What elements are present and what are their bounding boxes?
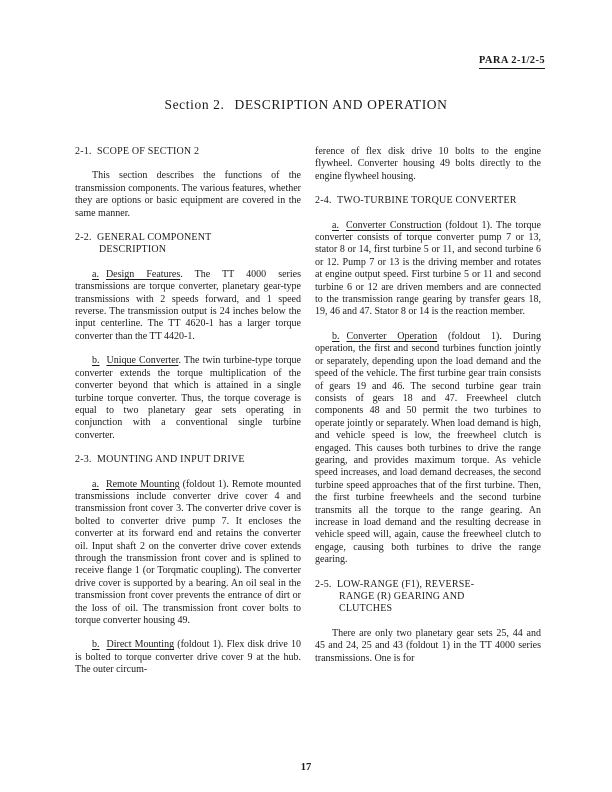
para-text: (foldout 1). The torque converter consists of torque converter pump 7 or 13, stator 8 or 14, first turbine 5 or 11, and second turbine 6 or 12. Pump 7 or 13 is the driving member and rotates at engine output speed. First turbine 5 or 11 and second turbine 6 or 12 are driven members and are connected to the transmission range gearing by transfer gears 18, 19, 46 and 47. Stator 8 or 14 is the reaction member. <box>315 219 541 318</box>
heading-line: RANGE (R) GEARING AND <box>339 591 465 602</box>
section-title <box>0 97 612 113</box>
para-text: . The TT 4000 series transmissions are torque converter, planetary gear-type transmissions with 2 speeds forward, and 1 speed reverse. The transmission output is 24 inches below the input centerline. The TT 4620-1 has a larger torque converter than the TT 4420-1. <box>75 268 301 342</box>
section-name: DESCRIPTION AND OPERATION <box>234 97 448 112</box>
para-letter: b. <box>92 355 100 367</box>
para-direct-mounting-continued: ference of flex disk drive 10 bolts to the engine flywheel. Converter housing 49 bolts directly to the engine flywheel housing. <box>315 146 541 182</box>
heading-2-2 <box>75 232 301 257</box>
heading-line: CLUTCHES <box>339 603 393 615</box>
heading-line: 2-2. GENERAL COMPONENT <box>75 232 212 244</box>
para-text: (foldout 1). During operation, the first and second turbines function jointly or separately, depending upon the load demand and the speed of the vehicle. The first turbine gear train consists of gears 19 and 46. The second turbine gear train consists of gears 18 and 47. Freewheel clutch components 48 and 50 permit the two turbines to operate jointly or separately. When load demand is high, and vehicle speed is low, the freewheel clutch is engaged. This causes both turbines to drive the range gearing, and provides maximum torque. As vehicle speed increases, and load demand decreases, the second turbine speed approaches that of the first turbine. Then, the first turbine freewheels and the second turbine transmits all the torque to the range gearing. An increase in load demand and the resulting decrease in vehicle speed will, again, cause the freewheel clutch to engage, causing both turbines to drive the range gearing. <box>315 330 541 566</box>
para-gear-sets: There are only two planetary gear sets 25, 44 and 45 and 24, 25 and 43 (foldout 1) in the TT 4000 series transmissions. One is for <box>315 627 541 664</box>
para-lead: Unique Converter <box>106 355 179 367</box>
para-reference-label: PARA 2-1/2-5 <box>479 55 545 69</box>
heading-line: 2-5. LOW-RANGE (F1), REVERSE- <box>315 578 475 590</box>
para-scope: This section describes the functions of the transmission components. The various features, whether they are options or basic equipment are covered in the same manner. <box>75 170 301 219</box>
para-letter: b. <box>92 639 100 651</box>
para-lead: Converter Operation <box>346 330 438 342</box>
para-text: (foldout 1). Remote mounted transmissions include converter drive cover 4 and transmission front cover 3. The converter drive cover is bolted to converter drive pump 7. It encloses the converter at its forward end and retains the converter oil. Input shaft 2 on the converter drive cover extends through the transmission front cover and is splined to receive flange 1 (or Torqmatic coupling). The converter drive cover is supported by a bearing. An oil seal in the transmission front cover prevents the entrance of dirt or the loss of oil. The transmission front cover bolts to torque converter housing 49. <box>75 478 301 626</box>
right-column <box>315 146 541 689</box>
para-lead: Direct Mounting <box>106 639 175 651</box>
heading-2-3: 2-3. MOUNTING AND INPUT DRIVE <box>75 454 245 466</box>
para-direct-mounting <box>75 639 301 676</box>
para-unique-converter <box>75 355 301 442</box>
para-design-features <box>75 269 301 343</box>
para-lead: Remote Mounting <box>105 478 180 490</box>
para-letter: a. <box>332 219 339 231</box>
heading-line: DESCRIPTION <box>99 244 167 256</box>
para-letter: a. <box>92 268 99 280</box>
para-letter: b. <box>332 330 340 342</box>
para-converter-construction <box>315 220 541 319</box>
two-column-body <box>75 146 541 689</box>
para-remote-mounting <box>75 479 301 628</box>
page-footer <box>0 757 612 775</box>
page-header <box>479 50 545 68</box>
para-text: . The twin turbine-type torque converter extends the torque multiplication of the converter beyond that which is attained in a single turbine torque converter. Thus, the torque coverage is equal to two planetary gear sets operating in conjunction with a conventional single turbine converter. <box>75 355 301 441</box>
para-lead: Design Features <box>105 268 181 280</box>
heading-2-1: 2-1. SCOPE OF SECTION 2 <box>75 146 200 157</box>
para-converter-operation <box>315 331 541 567</box>
para-lead: Converter Construction <box>345 219 442 231</box>
section-number: Section 2. <box>164 97 225 112</box>
para-letter: a. <box>92 478 99 490</box>
heading-2-4: 2-4. TWO-TURBINE TORQUE CONVERTER <box>315 195 517 207</box>
page-number: 17 <box>300 762 312 773</box>
heading-2-5 <box>315 579 541 616</box>
para-text: (foldout 1). Flex disk drive 10 is bolted to torque converter drive cover 9 at the hub. The outer circum- <box>75 639 302 676</box>
left-column <box>75 146 301 689</box>
